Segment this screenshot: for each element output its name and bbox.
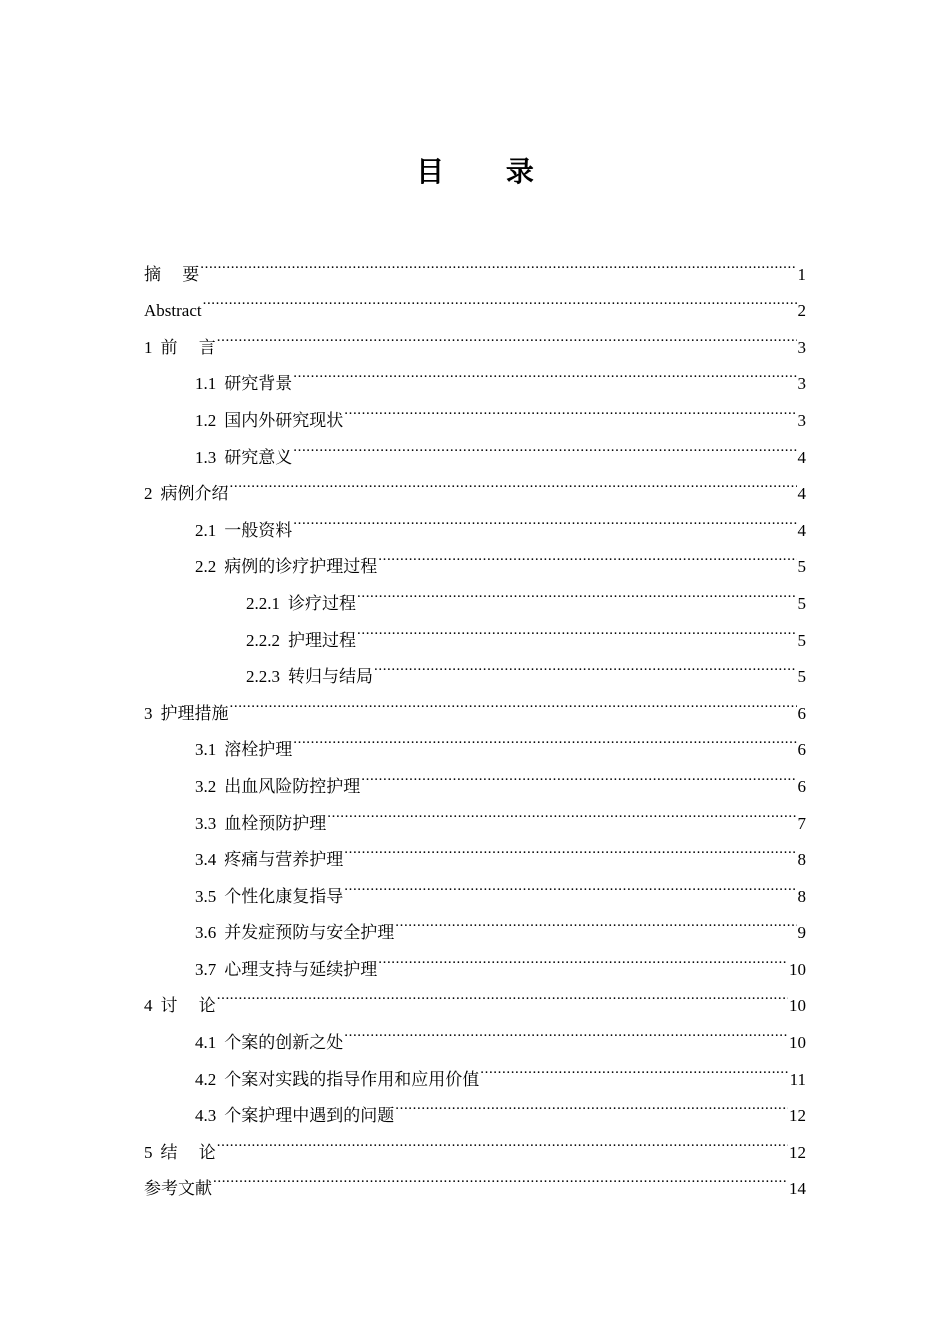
toc-entry-label	[195, 549, 377, 586]
dot-leader	[293, 426, 796, 463]
toc-entry[interactable]	[144, 646, 806, 687]
dot-leader	[293, 719, 796, 756]
toc-entry-number: 2.2.1	[246, 593, 280, 613]
toc-entry-title: 疼痛与营养护理	[224, 850, 344, 870]
toc-entry-number: 2	[144, 484, 153, 504]
toc-entry-page: 12	[789, 1142, 806, 1162]
dot-leader	[230, 463, 797, 500]
toc-entry-number: 3.1	[195, 740, 217, 760]
toc-entry-title: 研究意义	[224, 447, 293, 467]
toc-entry-title: 研究背景	[224, 374, 293, 394]
toc-entry-label	[144, 696, 229, 733]
toc-entry[interactable]	[144, 719, 806, 760]
toc-entry-label	[195, 806, 326, 843]
toc-entry-page: 10	[789, 959, 806, 979]
toc-entry[interactable]	[144, 1158, 806, 1199]
toc-entry-page: 3	[797, 374, 806, 394]
toc-entry-page: 5	[797, 667, 806, 687]
dot-leader	[217, 1121, 788, 1158]
toc-entry-page: 10	[789, 996, 806, 1016]
toc-entry-label	[195, 732, 292, 769]
dot-leader	[344, 1011, 788, 1048]
toc-entry-number: 4	[144, 996, 153, 1016]
toc-entry-title: 前 言	[160, 337, 216, 357]
toc-entry[interactable]	[144, 682, 806, 723]
toc-entry-page: 14	[789, 1179, 806, 1199]
toc-entry[interactable]	[144, 243, 806, 284]
dot-leader	[378, 536, 796, 573]
toc-entry-page: 8	[797, 886, 806, 906]
dot-leader	[480, 1048, 788, 1085]
toc-entry-title: 心理支持与延续护理	[224, 959, 378, 979]
toc-entry-title: 溶栓护理	[224, 740, 293, 760]
dot-leader	[203, 280, 797, 317]
dot-leader	[327, 792, 796, 829]
toc-entry[interactable]	[144, 1011, 806, 1053]
dot-leader	[395, 902, 796, 939]
toc-entry-label	[144, 257, 199, 294]
dot-leader	[357, 572, 797, 609]
toc-entry-title: 并发症预防与安全护理	[224, 923, 395, 943]
toc-entry-number: 4.2	[195, 1069, 217, 1089]
dot-leader	[357, 609, 797, 646]
toc-entry-number: 5	[144, 1142, 153, 1162]
toc-entry[interactable]	[144, 609, 806, 650]
toc-entry-title: 个案的创新之处	[224, 1033, 344, 1053]
toc-entry-label	[195, 366, 292, 403]
toc-entry-title: 病例介绍	[160, 484, 229, 504]
toc-entry-title: 护理措施	[160, 703, 229, 723]
toc-entry[interactable]	[144, 499, 806, 540]
dot-leader	[361, 755, 796, 792]
toc-entry-label	[144, 330, 216, 367]
toc-entry-label	[246, 586, 356, 623]
toc-entry-label	[144, 1135, 216, 1172]
toc-entry-page: 3	[797, 337, 806, 357]
toc-entry-label	[246, 623, 356, 660]
toc-entry-page: 2	[797, 301, 806, 321]
dot-leader	[293, 499, 796, 536]
toc-entry-page: 4	[797, 484, 806, 504]
toc-entry-page: 3	[797, 410, 806, 430]
toc-entry[interactable]	[144, 280, 806, 321]
toc-entry-number: 3.3	[195, 813, 217, 833]
toc-entry-label	[195, 513, 292, 550]
toc-entry-title: 结 论	[160, 1142, 216, 1162]
toc-entry-title: 护理过程	[288, 630, 356, 650]
toc-entry-title: 个案护理中遇到的问题	[224, 1106, 395, 1126]
toc-entry[interactable]	[144, 1121, 806, 1162]
toc-entry-page: 7	[797, 813, 806, 833]
toc-entry-page: 8	[797, 850, 806, 870]
table-of-contents	[144, 243, 806, 1199]
toc-entry-title: 一般资料	[224, 520, 293, 540]
toc-entry-number: 2.2	[195, 557, 217, 577]
toc-entry-title: 诊疗过程	[288, 593, 356, 613]
toc-entry[interactable]	[144, 463, 806, 504]
toc-entry-page: 4	[797, 447, 806, 467]
toc-entry-number: 4.3	[195, 1106, 217, 1126]
toc-entry-title: 血栓预防护理	[224, 813, 327, 833]
toc-entry-number: 4.1	[195, 1033, 217, 1053]
toc-entry-label	[195, 1025, 343, 1062]
toc-entry-page: 6	[797, 740, 806, 760]
dot-leader	[217, 975, 788, 1012]
toc-entry[interactable]	[144, 316, 806, 357]
dot-leader	[200, 243, 796, 280]
toc-entry-label	[144, 476, 229, 513]
toc-entry-number: 1.2	[195, 410, 217, 430]
toc-entry-page: 4	[797, 520, 806, 540]
toc-entry-number: 3.4	[195, 850, 217, 870]
toc-entry[interactable]	[144, 975, 806, 1016]
dot-leader	[293, 353, 796, 390]
toc-entry-number: 1.1	[195, 374, 217, 394]
dot-leader	[213, 1158, 788, 1195]
toc-entry[interactable]	[144, 353, 806, 394]
dot-leader	[230, 682, 797, 719]
toc-entry-title: 国内外研究现状	[224, 410, 344, 430]
toc-entry-number: 3	[144, 703, 153, 723]
toc-entry-page: 12	[789, 1106, 806, 1126]
toc-entry-label	[144, 988, 216, 1025]
dot-leader	[374, 646, 797, 683]
dot-leader	[344, 829, 796, 866]
dot-leader	[378, 938, 788, 975]
dot-leader	[344, 389, 796, 426]
toc-entry-number: 2.2.2	[246, 630, 280, 650]
dot-leader	[395, 1085, 788, 1122]
toc-entry-number: 3.7	[195, 959, 217, 979]
toc-entry-title: 个案对实践的指导作用和应用价值	[224, 1069, 480, 1089]
toc-entry-page: 1	[797, 264, 806, 284]
toc-entry-number: 2.1	[195, 520, 217, 540]
toc-entry-page: 10	[789, 1033, 806, 1053]
page-title: 目 录	[416, 155, 560, 188]
toc-entry-page: 6	[797, 776, 806, 796]
toc-entry-number: 2.2.3	[246, 667, 280, 687]
toc-entry-label	[195, 915, 394, 952]
toc-entry-number: 1	[144, 337, 153, 357]
toc-entry-page: 5	[797, 593, 806, 613]
toc-entry-title: 出血风险防控护理	[224, 776, 361, 796]
toc-entry-label	[144, 1171, 212, 1208]
toc-entry-page: 9	[797, 923, 806, 943]
toc-entry-page: 6	[797, 703, 806, 723]
toc-entry-label	[195, 842, 343, 879]
toc-entry-page: 5	[797, 557, 806, 577]
toc-entry-number: 1.3	[195, 447, 217, 467]
toc-entry-title: 转归与结局	[288, 667, 373, 687]
toc-entry-title: 个性化康复指导	[224, 886, 344, 906]
toc-entry-page: 5	[797, 630, 806, 650]
dot-leader	[344, 865, 796, 902]
toc-entry-title: 讨 论	[160, 996, 216, 1016]
toc-entry-label	[144, 293, 202, 330]
toc-entry-title: 病例的诊疗护理过程	[224, 557, 378, 577]
toc-entry-label	[195, 879, 343, 916]
toc-entry-number: 3.6	[195, 923, 217, 943]
toc-entry-title: Abstract	[144, 301, 202, 321]
toc-entry-title: 摘 要	[144, 264, 200, 284]
toc-entry-title: 参考文献	[144, 1179, 212, 1199]
toc-entry-number: 3.2	[195, 776, 217, 796]
dot-leader	[217, 316, 797, 353]
toc-entry-page: 11	[789, 1069, 806, 1089]
toc-entry-number: 3.5	[195, 886, 217, 906]
